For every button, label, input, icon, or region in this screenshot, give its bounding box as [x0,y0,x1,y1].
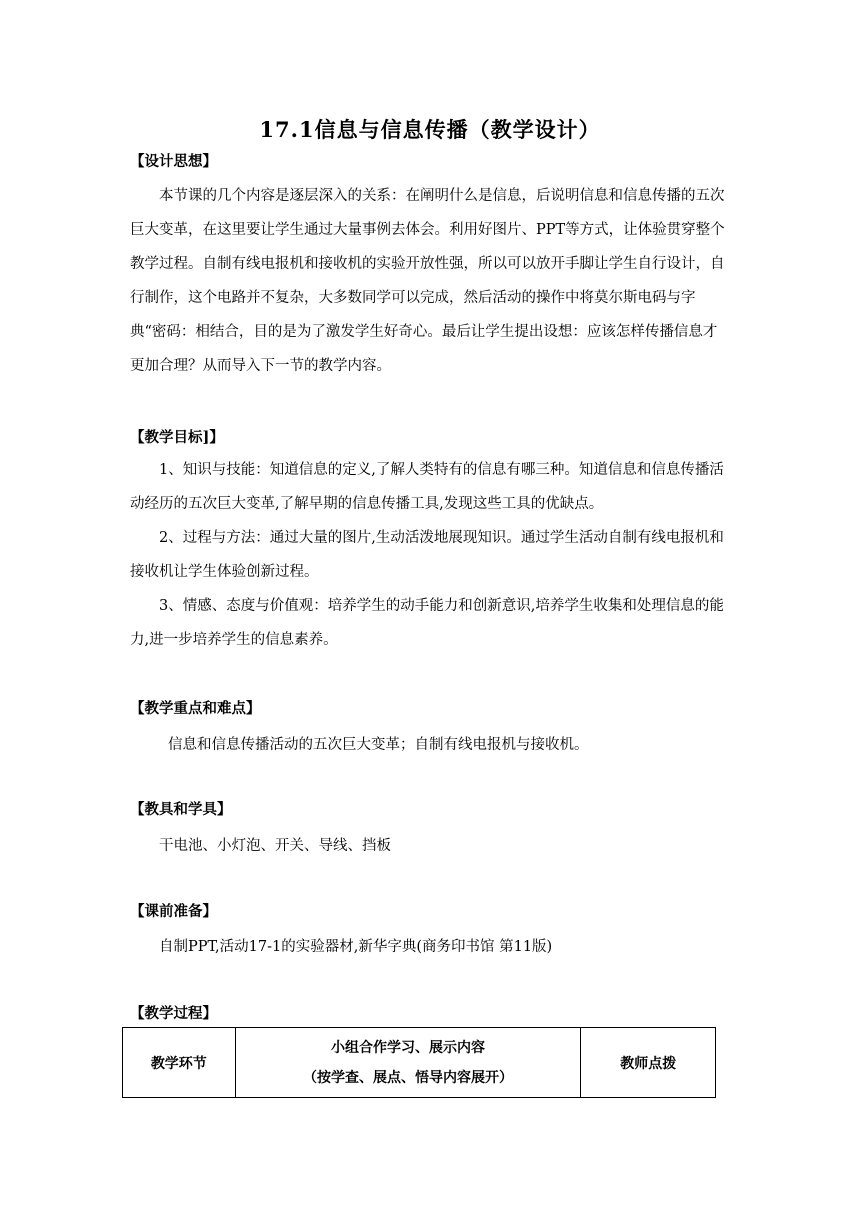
preparation-text: 自制PPT,活动17-1的实验器材,新华字典(商务印书馆 第11版) [159,939,553,955]
table-row [123,1028,716,1098]
tools-heading: 【教具和学具】 [130,801,232,818]
process-heading: 【教学过程】 [130,1005,217,1022]
tools-text: 干电池、小灯泡、开关、导线、挡板 [159,838,391,854]
design-idea-paragraph: 本节课的几个内容是逐层深入的关系：在阐明什么是信息，后说明信息和信息传播的五次巨大变革，在这里要让学生通过大量事例去体会。利用好图片、PPT等方式，让体验贯穿整个教学过程。自制有线电报机和接收机的实验开放性强，所以可以放开手脚让学生自行设计，自行制作，这个电路并不复杂，大多数同学可以完成，然后活动的操作中将莫尔斯电码与字典“密码：相结合，目的是为了激发学生好奇心。最后让学生提出设想：应该怎样传播信息才更加合理？从而导入下一节的教学内容。 [130,188,725,374]
table-header-content [235,1028,581,1098]
table-header-teacher: 教师点拨 [581,1028,716,1098]
document-title: 17.1信息与信息传播（教学设计） [259,117,601,142]
teaching-process-table [122,1027,716,1098]
design-idea-heading: 【设计思想】 [130,153,217,170]
key-points-text: 信息和信息传播活动的五次巨大变革；自制有线电报机与接收机。 [168,737,589,753]
key-points-heading: 【教学重点和难点】 [130,700,261,717]
table-header-stage: 教学环节 [123,1028,236,1098]
goal-item-1: 1、知识与技能：知道信息的定义,了解人类特有的信息有哪三种。知道信息和信息传播活动经历的五次巨大变革,了解早期的信息传播工具,发现这些工具的优缺点。 [130,462,724,512]
goal-item-2: 2、过程与方法：通过大量的图片,生动活泼地展现知识。通过学生活动自制有线电报机和接收机让学生体验创新过程。 [130,530,724,580]
goals-heading: 【教学目标]】 [130,429,224,446]
goal-item-3: 3、情感、态度与价值观：培养学生的动手能力和创新意识,培养学生收集和处理信息的能力,进一步培养学生的信息素养。 [130,598,724,648]
table-header-content-line2: （按学查、展点、悟导内容展开） [303,1069,514,1086]
preparation-heading: 【课前准备】 [130,903,217,920]
table-header-content-line1: 小组合作学习、展示内容 [331,1039,486,1056]
